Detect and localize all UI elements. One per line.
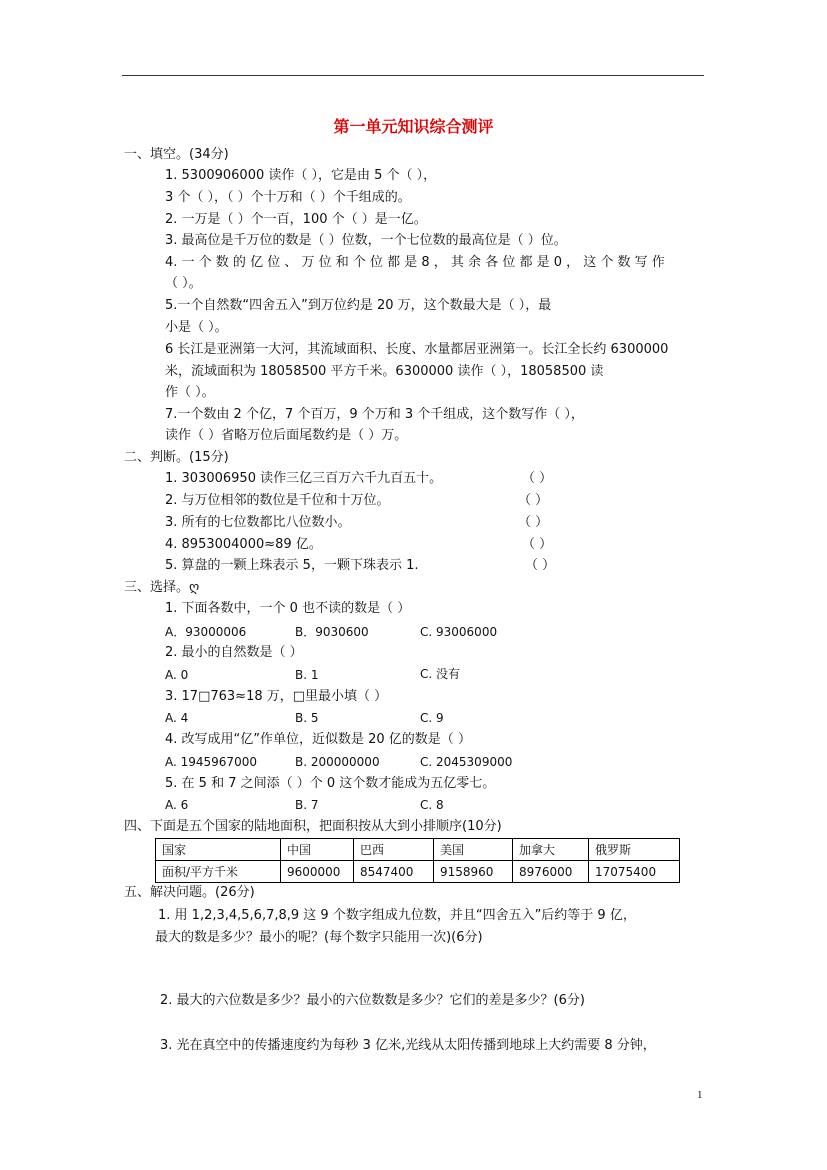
problem-q3: 3. 光在真空中的传播速度约为每秒 3 亿米,光线从太阳传播到地球上大约需要 8 分钟， (160, 1038, 656, 1053)
fill-q6-line2: 米，流域面积为 18058500 平方千米。6300000 读作（ ），18058500 读 (165, 364, 604, 379)
choice-question: 5. 在 5 和 7 之间添（ ）个 0 这个数才能成为五亿零七。 (165, 776, 496, 791)
choice-question: 2. 最小的自然数是（ ） (165, 645, 303, 660)
fill-q7-line1: 7.一个数由 2 个亿，7 个百万，9 个万和 3 个千组成，这个数写作（ ）， (165, 407, 584, 422)
table-cell: 8547400 (354, 861, 434, 883)
table-header-row (156, 839, 680, 861)
fill-q6-line1: 6 长江是亚洲第一大河，其流域面积、长度、水量都居亚洲第一。长江全长约 6300000 (165, 342, 669, 357)
fill-q7-line2: 读作（ ）省略万位后面尾数约是（ ）万。 (165, 428, 408, 443)
page-number: 1 (697, 1089, 703, 1101)
judge-item-mark: （ ） (525, 558, 556, 573)
area-table (155, 838, 680, 883)
choice-option-a: A. 6 (165, 798, 189, 812)
fill-q3: 3. 最高位是千万位的数是（ ）位数，一个七位数的最高位是（ ）位。 (165, 233, 567, 248)
fill-q6-line3: 作（ ）。 (165, 385, 215, 400)
judge-item-text: 4. 8953004000≈89 亿。 (165, 537, 322, 552)
problem-q1-line2: 最大的数是多少？最小的呢？(每个数字只能用一次)(6分) (155, 930, 483, 945)
judge-item-mark: （ ） (518, 515, 549, 530)
fill-q2: 2. 一万是（ ）个一百，100 个（ ）是一亿。 (165, 212, 427, 227)
table-cell: 国家 (156, 839, 281, 861)
fill-q4-line1: 4. 一 个 数 的 亿 位 、 万 位 和 个 位 都 是 8 ， 其 余 各 位 都 是 0 ， 这 个 数 写 作 (165, 255, 665, 270)
choice-option-b: B. 1 (295, 668, 319, 682)
choice-option-b: B. 5 (295, 711, 319, 725)
header-rule (122, 75, 704, 76)
judge-item-text: 5. 算盘的一颗上珠表示 5，一颗下珠表示 1. (165, 558, 419, 573)
table-cell: 9158960 (434, 861, 513, 883)
choice-option-b: B．9030600 (295, 625, 369, 639)
problem-q2: 2. 最大的六位数是多少？最小的六位数数是多少？它们的差是多少？(6分) (160, 993, 585, 1008)
judge-item-mark: （ ） (518, 493, 549, 508)
choice-option-c: C. 8 (420, 798, 444, 812)
table-cell: 中国 (281, 839, 354, 861)
choice-option-c: C. 2045309000 (420, 755, 513, 769)
section-heading-choice: 三、选择。ღ (124, 580, 200, 595)
fill-q1-line1: 1. 5300906000 读作（ ），它是由 5 个（ ）， (165, 168, 437, 183)
section-heading-problems: 五、解决问题。(26分) (124, 885, 255, 900)
table-cell: 9600000 (281, 861, 354, 883)
choice-option-c: C. 93006000 (420, 625, 498, 639)
fill-q4-line2: （ ）。 (165, 276, 202, 291)
choice-question: 1. 下面各数中，一个 0 也不读的数是（ ） (165, 601, 411, 616)
fill-q5-line2: 小是（ ）。 (165, 320, 228, 335)
page-title: 第一单元知识综合测评 (333, 117, 494, 136)
section-heading-fill: 一、填空。(34分) (124, 147, 229, 162)
choice-question: 4. 改写成用“亿”作单位，近似数是 20 亿的数是（ ） (165, 732, 471, 747)
choice-option-a: A. 0 (165, 668, 189, 682)
problem-q1-line1: 1. 用 1,2,3,4,5,6,7,8,9 这 9 个数字组成九位数，并且“四舍五入”后约等于 9 亿， (158, 908, 636, 923)
judge-item-text: 3. 所有的七位数都比八位数小。 (165, 515, 351, 530)
choice-option-b: B. 200000000 (295, 755, 380, 769)
table-cell: 加拿大 (513, 839, 589, 861)
table-cell: 8976000 (513, 861, 589, 883)
section-heading-area: 四、下面是五个国家的陆地面积，把面积按从大到小排顺序(10分) (124, 819, 502, 834)
fill-q1-line2: 3 个（ ），（ ）个十万和（ ）个千组成的。 (165, 190, 411, 205)
table-cell: 巴西 (354, 839, 434, 861)
choice-option-a: A．93000006 (165, 625, 247, 639)
section-heading-judge: 二、判断。(15分) (124, 450, 229, 465)
choice-option-c: C. 9 (420, 711, 444, 725)
table-cell: 俄罗斯 (589, 839, 680, 861)
table-cell: 面积/平方千米 (156, 861, 281, 883)
judge-item-mark: （ ） (522, 471, 553, 486)
choice-question: 3. 17□763≈18 万，□里最小填（ ） (165, 689, 388, 704)
judge-item-text: 1. 303006950 读作三亿三百万六千九百五十。 (165, 471, 443, 486)
table-cell: 17075400 (589, 861, 680, 883)
choice-option-b: B. 7 (295, 798, 319, 812)
table-cell: 美国 (434, 839, 513, 861)
judge-item-mark: （ ） (522, 537, 553, 552)
choice-option-a: A. 4 (165, 711, 189, 725)
fill-q5-line1: 5.一个自然数“四舍五入”到万位约是 20 万，这个数最大是（ ），最 (165, 298, 552, 313)
table-row (156, 861, 680, 883)
choice-option-c: C. 没有 (420, 667, 461, 681)
choice-option-a: A. 1945967000 (165, 755, 257, 769)
judge-item-text: 2. 与万位相邻的数位是千位和十万位。 (165, 493, 390, 508)
